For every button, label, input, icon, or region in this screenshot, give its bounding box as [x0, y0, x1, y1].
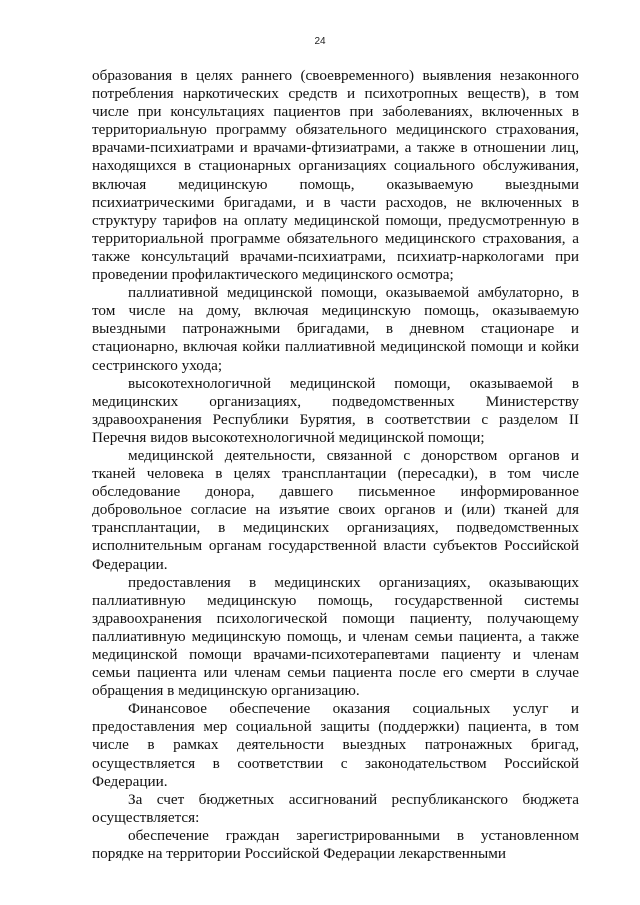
paragraph-palliative-care: паллиативной медицинской помощи, оказываемой амбулаторно, в том числе на дому, включая медицинскую помощь, оказываемую выездными патронажными бригадами, в дневном стационаре и стационарно, включая койки паллиативной медицинской помощи и койки сестринского ухода; [92, 284, 579, 374]
paragraph-psychological-help: предоставления в медицинских организациях, оказывающих паллиативную медицинскую помощь, государственной системы здравоохранения психологической помощи пациенту, получающему паллиативную медицинскую помощь, и членам семьи пациента, а также медицинской помощи врачами-психотерапевтами пациенту и членам семьи пациента или членам семьи пациента после его смерти в случае обращения в медицинскую организацию. [92, 573, 579, 700]
document-body [92, 67, 579, 863]
paragraph-organ-donation: медицинской деятельности, связанной с донорством органов и тканей человека в целях трансплантации (пересадки), в том числе обследование донора, давшего письменное информированное добровольное согласие на изъятие своих органов и (или) тканей для трансплантации, в медицинских организациях, подведомственных исполнительным органам государственной власти субъектов Российской Федерации. [92, 446, 579, 573]
paragraph-social-services-funding: Финансовое обеспечение оказания социальных услуг и предоставления мер социальной защиты (поддержки) пациента, в том числе в рамках деятельности выездных патронажных бригад, осуществляется в соответствии с законодательством Российской Федерации. [92, 700, 579, 790]
paragraph-high-tech-care: высокотехнологичной медицинской помощи, оказываемой в медицинских организациях, подведомственных Министерству здравоохранения Республики Бурятия, в соответствии с разделом II Перечня видов высокотехнологичной медицинской помощи; [92, 374, 579, 446]
paragraph-continuation: образования в целях раннего (своевременного) выявления незаконного потребления наркотических средств и психотропных веществ), в том числе при консультациях пациентов при заболеваниях, включенных в территориальную программу обязательного медицинского страхования, врачами-психиатрами и врачами-фтизиатрами, а также в отношении лиц, находящихся в стационарных организациях социального обслуживания, включая медицинскую помощь, оказываемую выездными психиатрическими бригадами, и в части расходов, не включенных в структуру тарифов на оплату медицинской помощи, предусмотренную в территориальной программе обязательного медицинского страхования, а также консультаций врачами-психиатрами, психиатр-наркологами при проведении профилактического медицинского осмотра; [92, 67, 579, 284]
paragraph-medication-provision: обеспечение граждан зарегистрированными в установленном порядке на территории Российской Федерации лекарственными [92, 826, 579, 863]
paragraph-budget-allocations: За счет бюджетных ассигнований республиканского бюджета осуществляется: [92, 790, 579, 826]
page-number: 24 [314, 36, 326, 47]
